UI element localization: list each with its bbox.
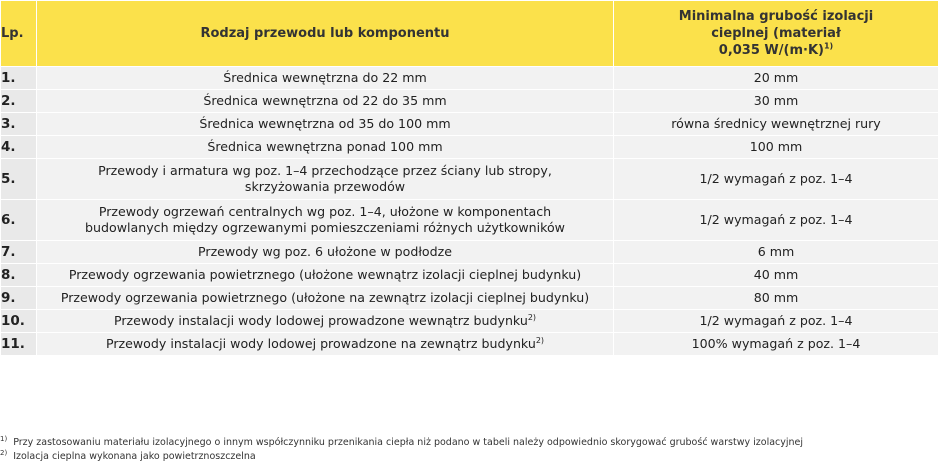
table-row (1, 159, 938, 200)
row-lp: 2. (1, 90, 37, 113)
row-desc-line1: Przewody i armatura wg poz. 1–4 przechodzące przez ściany lub stropy, (98, 163, 552, 178)
footnote-text: Izolacja cieplna wykonana jako powietrznoszczelna (13, 451, 256, 462)
header-lp: Lp. (1, 1, 37, 67)
footnotes (0, 436, 803, 464)
footnote-text: Przy zastosowaniu materiału izolacyjnego o innym współczynniku przenikania ciepła niż podano w tabeli należy odpowiednio skorygować grubość warstwy izolacyjnej (13, 437, 804, 448)
row-description (37, 200, 614, 241)
table-row (1, 90, 938, 113)
row-description (37, 264, 614, 287)
table-row (1, 200, 938, 241)
row-description (37, 287, 614, 310)
header-thickness-line2: cieplnej (materiał (711, 26, 841, 41)
row-lp: 5. (1, 159, 37, 200)
table-row (1, 136, 938, 159)
header-thickness-line3: 0,035 W/(m·K) (718, 43, 824, 58)
row-lp: 4. (1, 136, 37, 159)
row-desc-line2: skrzyżowania przewodów (244, 179, 406, 194)
row-desc-line1: Średnica wewnętrzna ponad 100 mm (207, 139, 443, 154)
table-row (1, 113, 938, 136)
footnote-mark: 1) (0, 434, 8, 443)
table-row (1, 67, 938, 90)
row-description (37, 67, 614, 90)
row-lp: 9. (1, 287, 37, 310)
table-row (1, 264, 938, 287)
row-desc-line1: Przewody ogrzewania powietrznego (ułożone na zewnątrz izolacji cieplnej budynku) (60, 290, 590, 305)
row-thickness: 100 mm (614, 136, 938, 159)
row-desc-line1: Przewody instalacji wody lodowej prowadzone wewnątrz budynku (113, 313, 528, 328)
row-desc-line1: Przewody wg poz. 6 ułożone w podłodze (198, 244, 452, 259)
row-desc-sup: 2) (527, 312, 537, 322)
row-desc-line2: budowlanych między ogrzewanymi pomieszczeniami różnych użytkowników (85, 220, 565, 235)
row-thickness: 30 mm (614, 90, 938, 113)
row-description (37, 113, 614, 136)
row-thickness: 1/2 wymagań z poz. 1–4 (614, 200, 938, 241)
row-description (37, 136, 614, 159)
row-lp: 8. (1, 264, 37, 287)
footnote (0, 436, 803, 450)
row-desc-line1: Średnica wewnętrzna od 35 do 100 mm (199, 116, 451, 131)
row-description (37, 333, 614, 356)
row-lp: 11. (1, 333, 37, 356)
row-thickness: 80 mm (614, 287, 938, 310)
header-thickness (614, 1, 938, 67)
header-description: Rodzaj przewodu lub komponentu (37, 1, 614, 67)
row-thickness: 6 mm (614, 241, 938, 264)
footnote (0, 450, 803, 464)
table-row (1, 310, 938, 333)
header-thickness-line3-wrap (614, 42, 938, 59)
row-lp: 1. (1, 67, 37, 90)
row-description (37, 159, 614, 200)
row-thickness: 100% wymagań z poz. 1–4 (614, 333, 938, 356)
table-row (1, 241, 938, 264)
row-description (37, 90, 614, 113)
row-thickness: 40 mm (614, 264, 938, 287)
row-desc-line1: Średnica wewnętrzna do 22 mm (223, 70, 427, 85)
row-desc-line1: Przewody ogrzewań centralnych wg poz. 1–4, ułożone w komponentach (98, 204, 552, 219)
row-thickness: 1/2 wymagań z poz. 1–4 (614, 310, 938, 333)
row-description (37, 310, 614, 333)
row-desc-line1: Przewody instalacji wody lodowej prowadzone na zewnątrz budynku (105, 336, 536, 351)
footnote-mark: 2) (0, 448, 8, 457)
row-lp: 3. (1, 113, 37, 136)
table-header-row (1, 1, 938, 67)
row-desc-sup: 2) (535, 335, 545, 345)
row-lp: 6. (1, 200, 37, 241)
row-desc-line1: Przewody ogrzewania powietrznego (ułożone wewnątrz izolacji cieplnej budynku) (68, 267, 582, 282)
row-description (37, 241, 614, 264)
header-thickness-line1: Minimalna grubość izolacji (678, 9, 874, 24)
row-desc-line1: Średnica wewnętrzna od 22 do 35 mm (203, 93, 447, 108)
table-row (1, 287, 938, 310)
header-thickness-sup: 1) (823, 41, 834, 51)
row-thickness: równa średnicy wewnętrznej rury (614, 113, 938, 136)
table-row (1, 333, 938, 356)
row-thickness: 1/2 wymagań z poz. 1–4 (614, 159, 938, 200)
row-thickness: 20 mm (614, 67, 938, 90)
row-lp: 10. (1, 310, 37, 333)
row-lp: 7. (1, 241, 37, 264)
